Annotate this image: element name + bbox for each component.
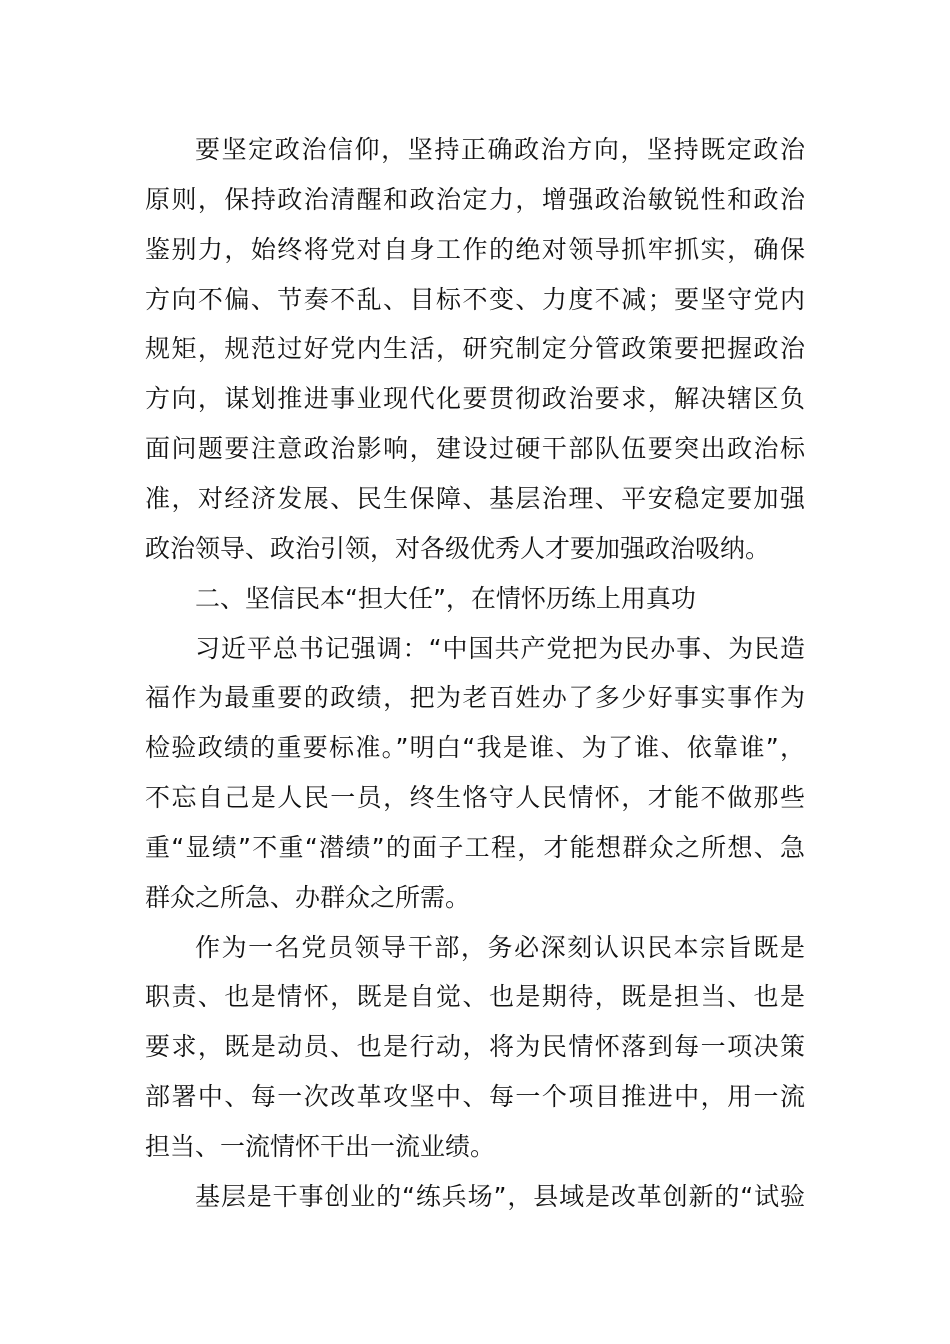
paragraph-line: 方向，谋划推进事业现代化要贯彻政治要求，解决辖区负 — [145, 384, 805, 414]
paragraph-line: 群众之所急、办群众之所需。 — [145, 882, 471, 912]
paragraph-line: 职责、也是情怀，既是自觉、也是期待，既是担当、也是 — [145, 982, 805, 1012]
paragraph-line: 担当、一流情怀干出一流业绩。 — [145, 1132, 496, 1161]
paragraph-line: 方向不偏、节奏不乱、目标不变、力度不减；要坚守党内 — [145, 284, 805, 314]
paragraph-line: 重“显绩”不重“潜绩”的面子工程，才能想群众之所想、急 — [145, 832, 805, 862]
paragraph-line: 政治领导、政治引领，对各级优秀人才要加强政治吸纳。 — [145, 533, 771, 563]
section-heading: 二、坚信民本“担大任”，在情怀历练上用真功 — [195, 583, 696, 613]
paragraph-line: 规矩，规范过好党内生活，研究制定分管政策要把握政治 — [145, 334, 805, 364]
paragraph-line: 不忘自己是人民一员，终生恪守人民情怀，才能不做那些 — [145, 783, 805, 813]
paragraph-line: 部署中、每一次改革攻坚中、每一个项目推进中，用一流 — [145, 1082, 805, 1112]
paragraph-line: 检验政绩的重要标准。”明白“我是谁、为了谁、依靠谁”， — [145, 733, 805, 763]
paragraph-line: 基层是干事创业的“练兵场”，县域是改革创新的“试验 — [195, 1181, 805, 1211]
paragraph-line: 习近平总书记强调：“中国共产党把为民办事、为民造 — [195, 633, 805, 663]
paragraph-line: 原则，保持政治清醒和政治定力，增强政治敏锐性和政治 — [145, 184, 805, 214]
paragraph-line: 准，对经济发展、民生保障、基层治理、平安稳定要加强 — [145, 483, 805, 513]
paragraph-line: 鉴别力，始终将党对自身工作的绝对领导抓牢抓实，确保 — [145, 234, 805, 264]
paragraph-line: 面问题要注意政治影响，建设过硬干部队伍要突出政治标 — [145, 434, 805, 464]
paragraph-line: 要求，既是动员、也是行动，将为民情怀落到每一项决策 — [145, 1032, 805, 1062]
paragraph-line: 要坚定政治信仰，坚持正确政治方向，坚持既定政治 — [195, 135, 805, 164]
paragraph-line: 福作为最重要的政绩，把为老百姓办了多少好事实事作为 — [145, 683, 805, 713]
paragraph-line: 作为一名党员领导干部，务必深刻认识民本宗旨既是 — [195, 932, 805, 962]
